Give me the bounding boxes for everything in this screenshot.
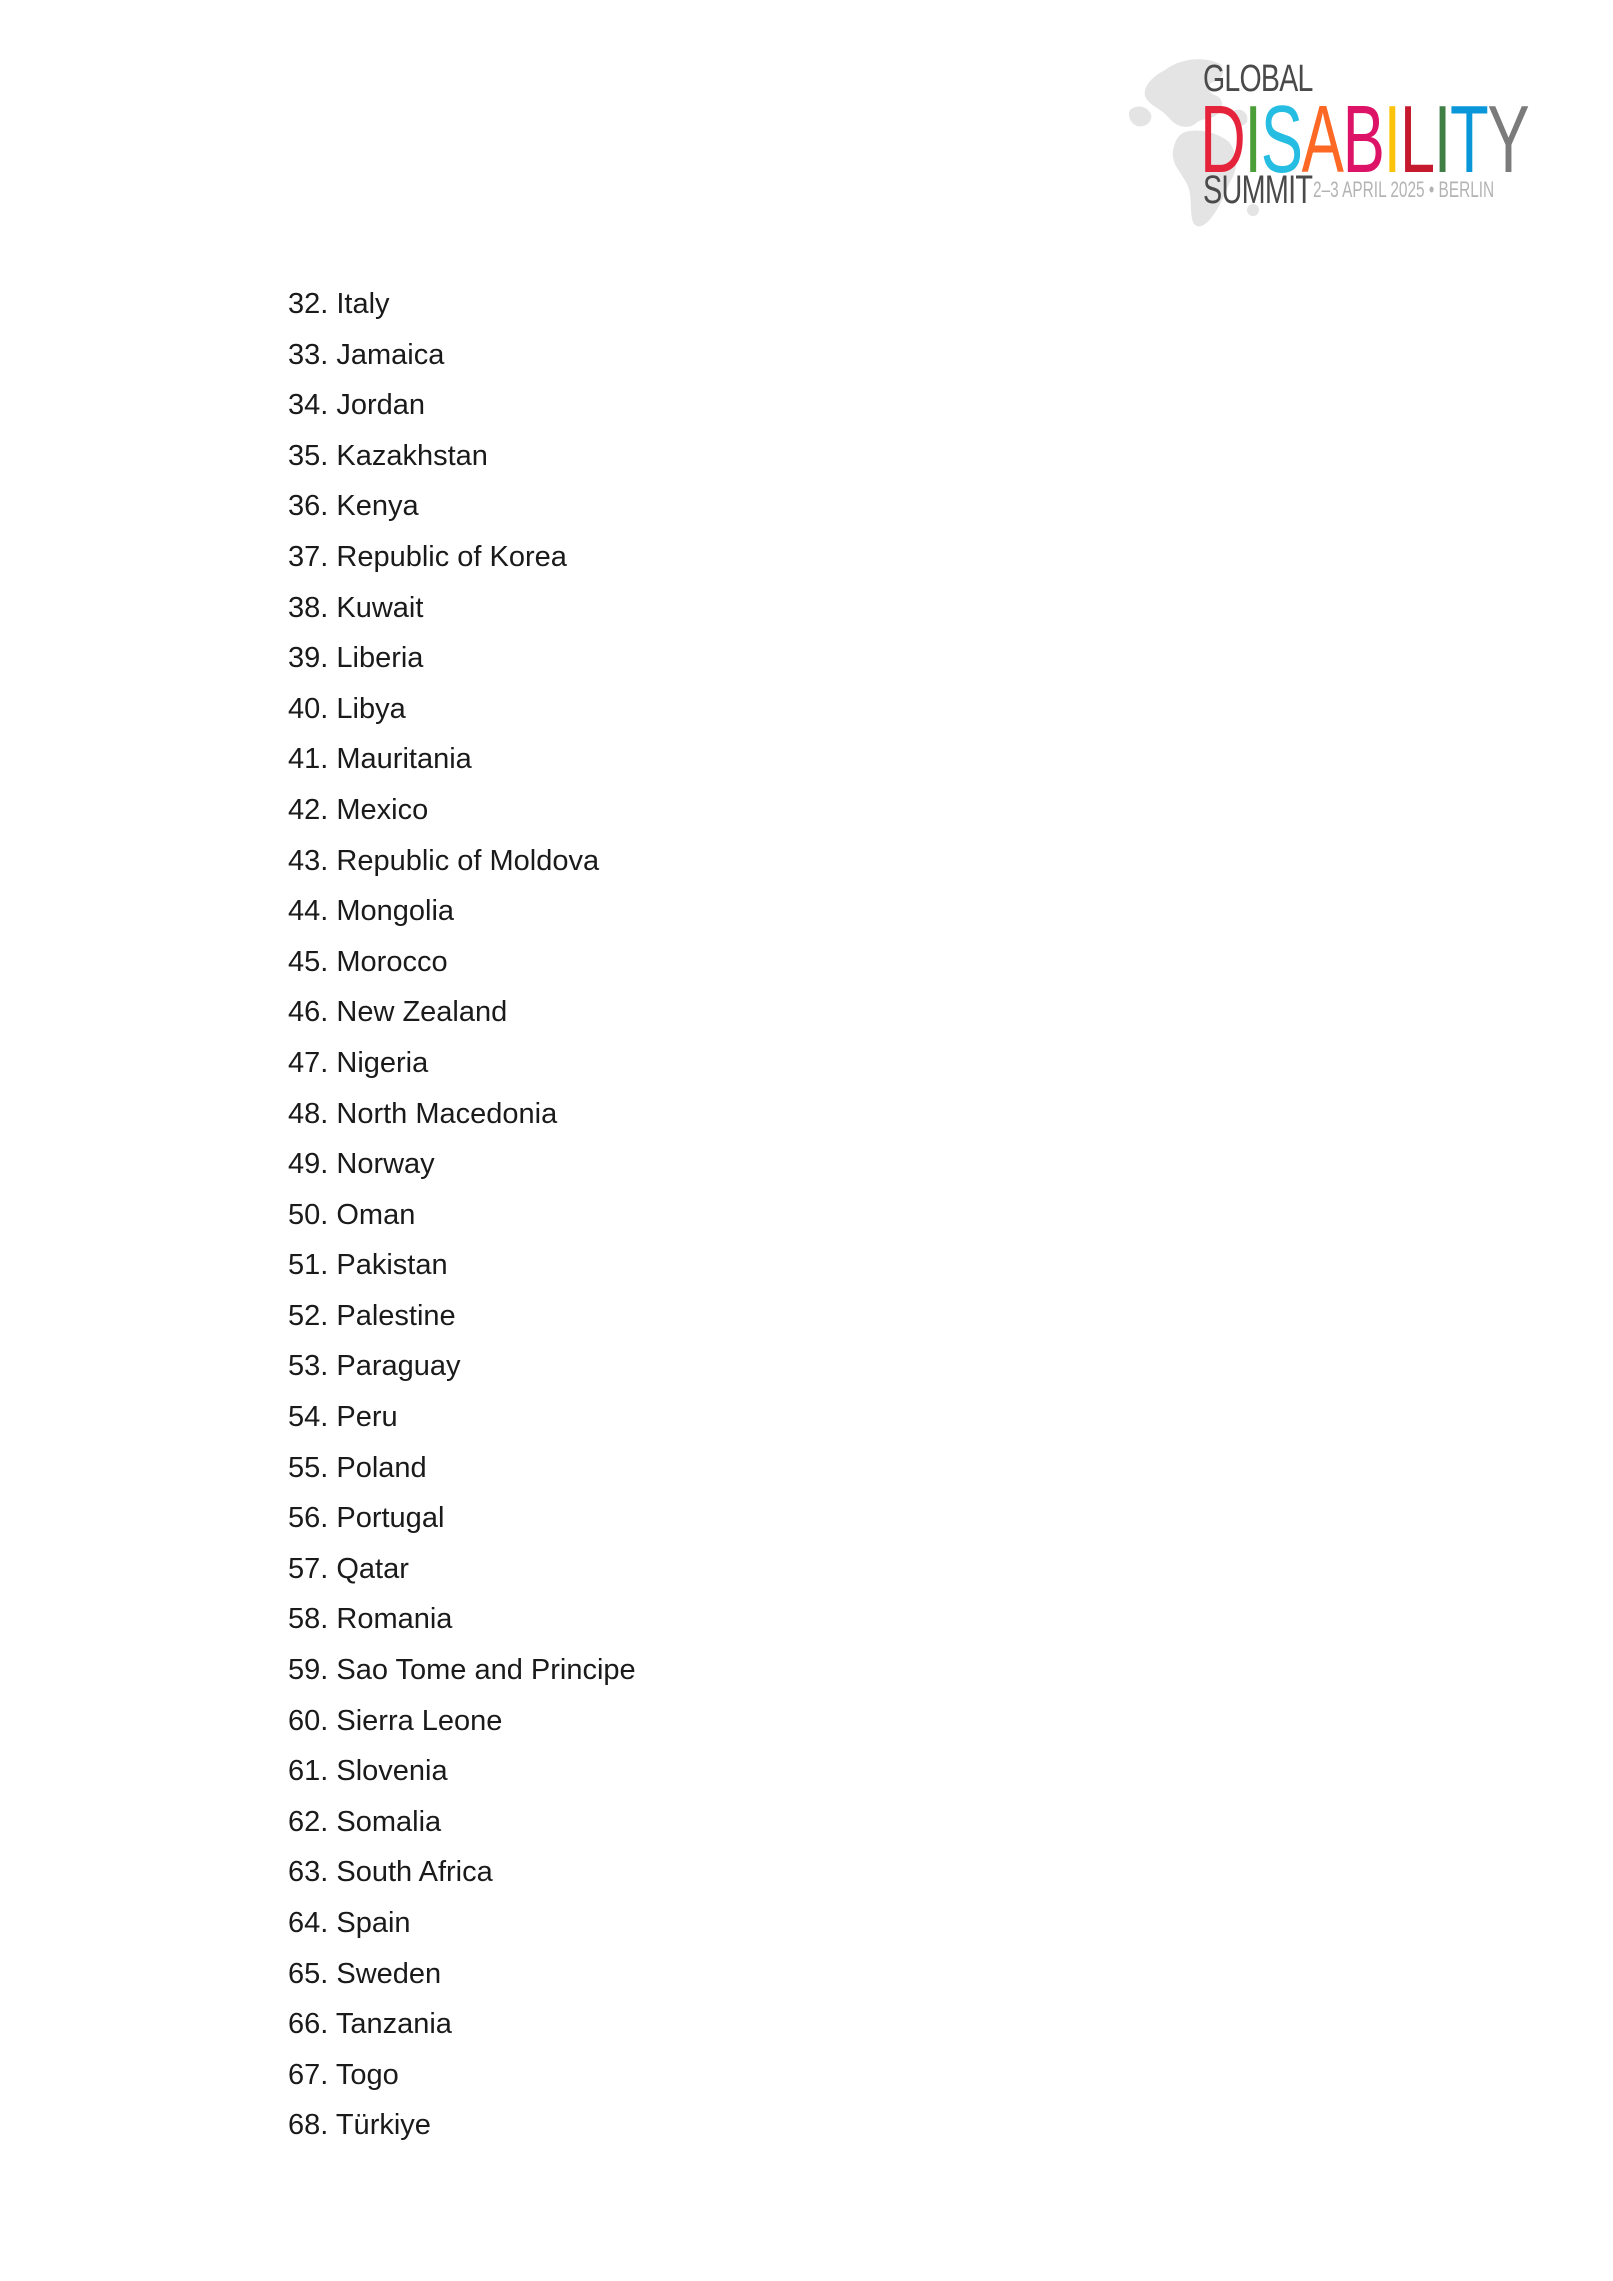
logo-letter: Y <box>1487 86 1529 193</box>
country-list-item: 46. New Zealand <box>288 996 508 1029</box>
country-list-item: 43. Republic of Moldova <box>288 844 600 877</box>
logo-letter: B <box>1342 86 1384 193</box>
country-list-item: 59. Sao Tome and Principe <box>288 1654 636 1687</box>
logo-letter: I <box>1244 86 1261 193</box>
country-list-item: 64. Spain <box>288 1907 411 1939</box>
country-list-item: 56. Portugal <box>288 1502 445 1535</box>
logo-event-date-location: 2–3 APRIL 2025 • BERLIN <box>1313 177 1495 202</box>
country-list-item: 38. Kuwait <box>288 591 424 624</box>
logo-summit-text: SUMMIT <box>1203 168 1313 212</box>
country-list-item: 55. Poland <box>288 1451 427 1484</box>
country-list-item: 57. Qatar <box>288 1552 409 1585</box>
country-list-item: 67. Togo <box>288 2058 399 2091</box>
logo-letter: S <box>1260 86 1302 193</box>
country-list-item: 34. Jordan <box>288 389 426 422</box>
country-list-item: 36. Kenya <box>288 490 419 523</box>
country-list-item: 50. Oman <box>288 1198 416 1231</box>
country-list-item: 41. Mauritania <box>288 743 472 776</box>
country-list-item: 66. Tanzania <box>288 2008 452 2041</box>
country-list-item: 63. South Africa <box>288 1856 493 1889</box>
country-list-item: 42. Mexico <box>288 793 429 826</box>
country-list-item: 58. Romania <box>288 1603 453 1636</box>
logo-letter: T <box>1450 86 1488 193</box>
country-list-item: 40. Libya <box>288 692 406 725</box>
logo-global-text: GLOBAL <box>1203 58 1313 100</box>
logo-letter: I <box>1433 86 1451 193</box>
country-list-item: 62. Somalia <box>288 1805 442 1838</box>
country-list-item: 33. Jamaica <box>288 338 445 371</box>
country-list <box>288 286 636 2158</box>
country-list-item: 53. Paraguay <box>288 1350 461 1383</box>
country-list-item: 65. Sweden <box>288 1957 442 1990</box>
country-list-item: 45. Morocco <box>288 945 448 978</box>
logo-letter: L <box>1399 86 1434 193</box>
country-list-item: 35. Kazakhstan <box>288 439 488 472</box>
country-list-item: 47. Nigeria <box>288 1046 429 1079</box>
country-list-item: 61. Slovenia <box>288 1755 448 1788</box>
country-list-item: 52. Palestine <box>288 1299 456 1332</box>
country-list-item: 39. Liberia <box>288 642 424 675</box>
logo-letter: A <box>1301 86 1343 193</box>
global-disability-summit-logo <box>1125 50 1529 250</box>
country-list-item: 32. Italy <box>288 288 390 320</box>
country-list-item: 60. Sierra Leone <box>288 1704 503 1737</box>
logo-letter: I <box>1383 86 1400 193</box>
country-list-item: 54. Peru <box>288 1401 398 1434</box>
country-list-item: 49. Norway <box>288 1148 435 1181</box>
country-list-item: 44. Mongolia <box>288 895 455 928</box>
logo-letter: D <box>1200 86 1245 193</box>
country-list-item: 37. Republic of Korea <box>288 540 567 573</box>
country-list-item: 48. North Macedonia <box>288 1097 558 1130</box>
country-list-item: 51. Pakistan <box>288 1249 448 1282</box>
country-list-item: 68. Türkiye <box>288 2109 431 2142</box>
